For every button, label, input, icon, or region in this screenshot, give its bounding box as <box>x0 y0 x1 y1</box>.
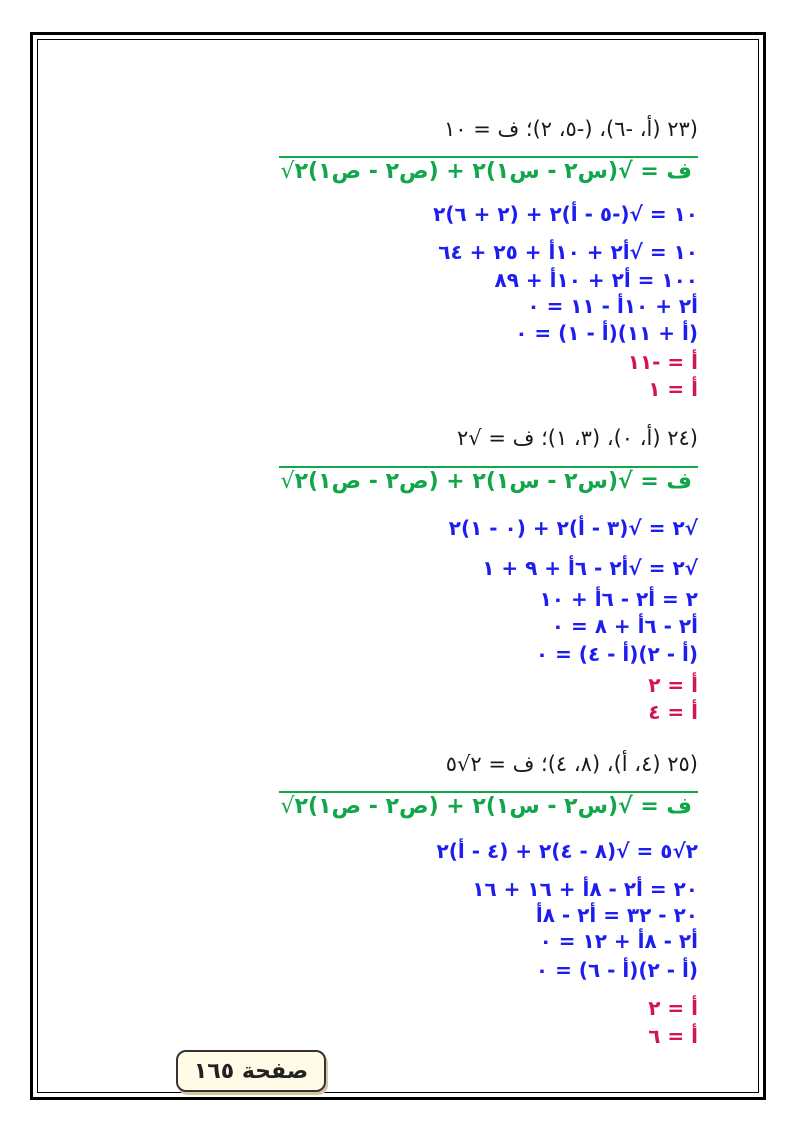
problem-header: (٢٣ (أ، -٦)، (-٥، ٢)؛ ف = ١٠ <box>443 117 698 141</box>
step-line: (أ - ٢)(أ - ٤) = ٠ <box>535 642 698 666</box>
step-line: أ٢ - ٦أ + ٨ = ٠ <box>551 614 698 638</box>
distance-formula: ف = √(س٢ - س١)٢ + (ص٢ - ص١)٢ √ <box>279 156 698 184</box>
step-line: أ٢ + ١٠أ - ١١ = ٠ <box>527 294 698 318</box>
problem-header: (٢٤ (أ، ٠)، (٣، ١)؛ ف = √٢ <box>457 426 698 450</box>
answer-line: أ = -١١ <box>627 350 698 374</box>
step-line: ١٠ = √(-٥ - أ)٢ + (٢ + ٦)٢ <box>433 202 698 226</box>
step-line: √٢ = √(٣ - أ)٢ + (٠ - ١)٢ <box>448 516 698 540</box>
page-number-label: صفحة ١٦٥ <box>193 1058 309 1084</box>
step-line: (أ - ٢)(أ - ٦) = ٠ <box>535 958 698 982</box>
distance-formula: ف = √(س٢ - س١)٢ + (ص٢ - ص١)٢ √ <box>279 466 698 494</box>
answer-line: أ = ٢ <box>648 673 698 697</box>
step-line: ١٠٠ = أ٢ + ١٠أ + ٨٩ <box>494 268 698 292</box>
step-line: ٢٠ = أ٢ - ٨أ + ١٦ + ١٦ <box>472 877 698 901</box>
step-line: أ٢ - ٨أ + ١٢ = ٠ <box>539 929 698 953</box>
answer-line: أ = ٦ <box>648 1024 698 1048</box>
answer-line: أ = ١ <box>648 377 698 401</box>
page-number-badge <box>176 1050 326 1092</box>
distance-formula: ف = √(س٢ - س١)٢ + (ص٢ - ص١)٢ √ <box>279 791 698 819</box>
step-line: ٢√٥ = √(٨ - ٤)٢ + (٤ - أ)٢ <box>436 839 698 863</box>
problem-header: (٢٥ (٤، أ)، (٨، ٤)؛ ف = ٢√٥ <box>445 752 698 776</box>
step-line: ١٠ = √أ٢ + ١٠أ + ٢٥ + ٦٤ <box>438 240 698 264</box>
step-line: ٢٠ - ٣٢ = أ٢ - ٨أ <box>535 903 698 927</box>
answer-line: أ = ٤ <box>648 700 698 724</box>
step-line: √٢ = √أ٢ - ٦أ + ٩ + ١ <box>482 556 698 580</box>
step-line: ٢ = أ٢ - ٦أ + ١٠ <box>539 587 698 611</box>
answer-line: أ = ٢ <box>648 996 698 1020</box>
step-line: (أ + ١١)(أ - ١) = ٠ <box>515 321 698 345</box>
